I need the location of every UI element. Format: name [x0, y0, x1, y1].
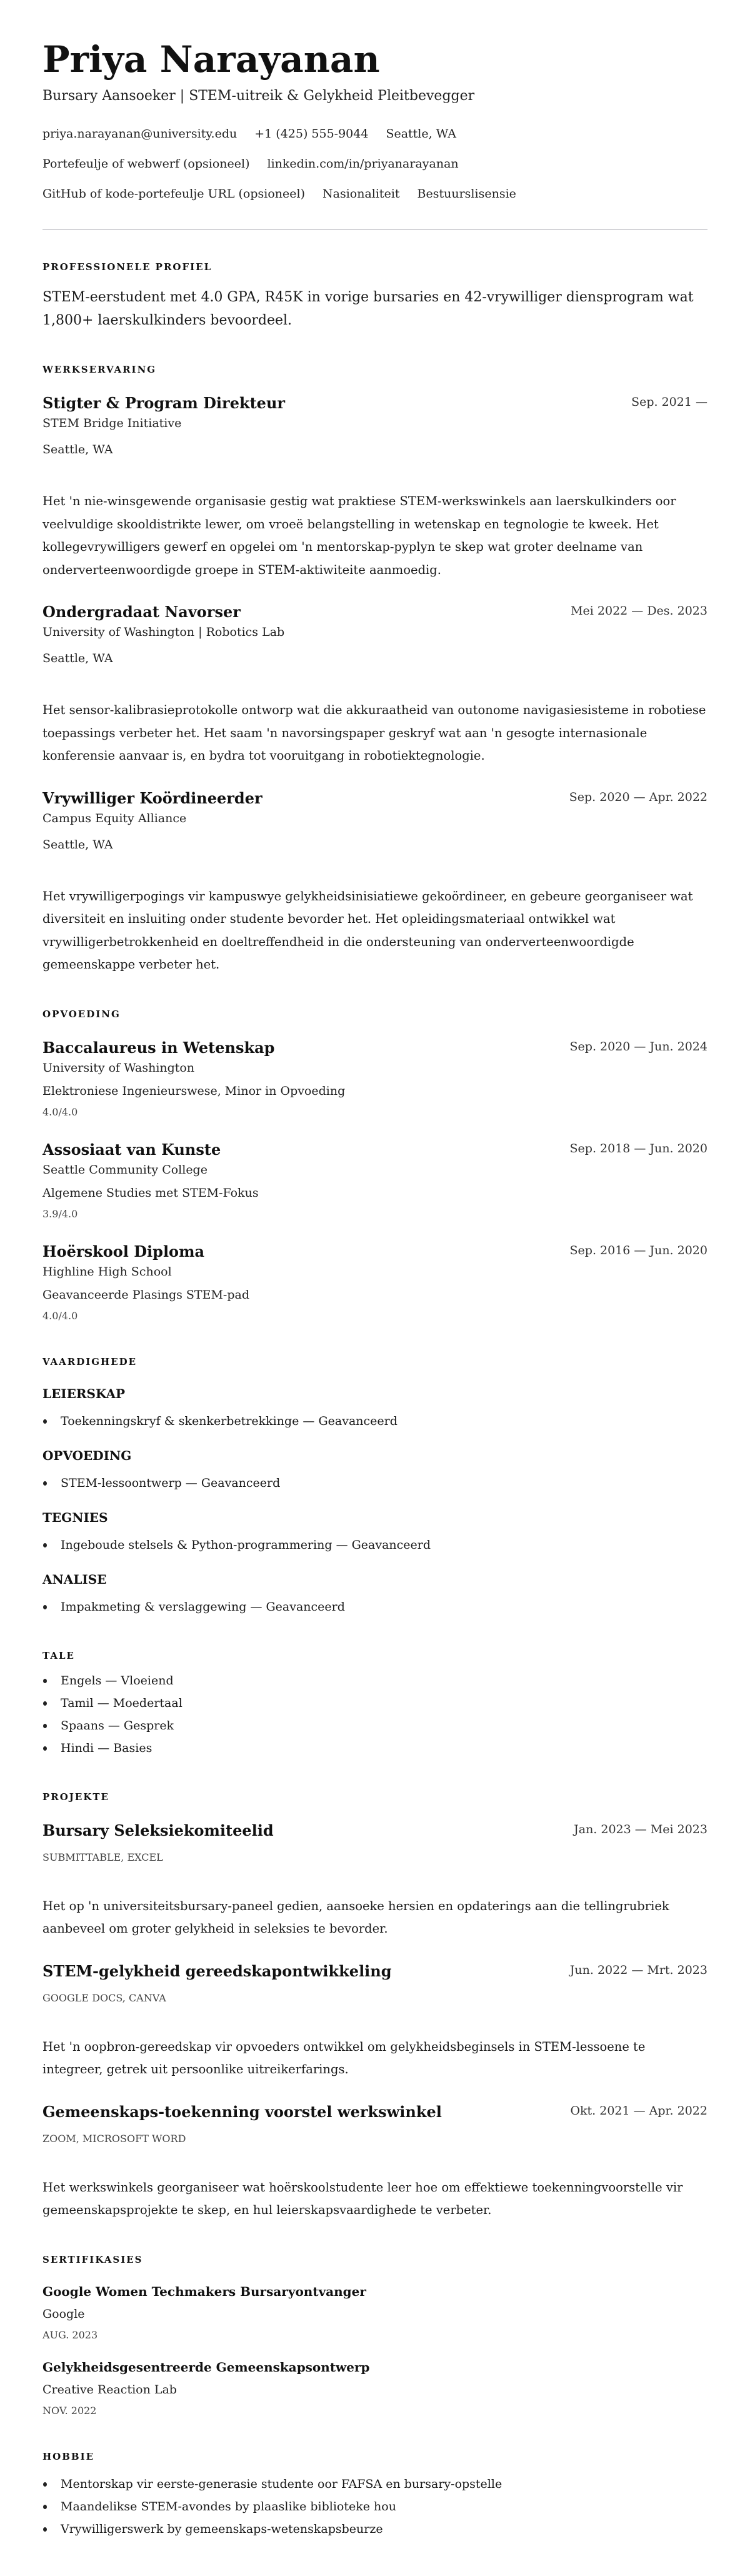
skill-list	[42, 1472, 708, 1494]
gpa: 3.9/4.0	[42, 1207, 78, 1220]
certification-title: Google Women Techmakers Bursaryontvanger	[42, 2283, 366, 2299]
degree: Assosiaat van Kunste	[42, 1140, 221, 1159]
skill-list	[42, 1534, 708, 1556]
bullet-icon	[43, 1419, 47, 1424]
bullet-icon	[43, 1724, 47, 1728]
education-dates: Sep. 2018 — Jun. 2020	[569, 1141, 708, 1155]
section-heading: SERTIFIKASIES	[42, 2253, 143, 2265]
project-entry	[42, 2103, 708, 2222]
contact-row	[42, 154, 708, 174]
gpa: 4.0/4.0	[42, 1105, 78, 1118]
project-dates: Jun. 2022 — Mrt. 2023	[569, 1963, 708, 1977]
skill-item	[42, 1534, 708, 1556]
language-item	[42, 1669, 708, 1692]
skill-text: STEM-lessoontwerp — Geavanceerd	[61, 1476, 281, 1490]
location: Seattle, WA	[386, 127, 457, 141]
header-divider	[42, 229, 708, 230]
job-dates: Mei 2022 — Des. 2023	[571, 604, 708, 618]
certification-issuer: Creative Reaction Lab	[42, 2382, 177, 2397]
section-heading: OPVOEDING	[42, 1008, 121, 1020]
hobby-item	[42, 2473, 708, 2495]
job-description: Het 'n nie-winsgewende organisasie gestig wat praktiese STEM-werkswinkels aan laerskulkinders oor veelvuldige skooldistrikte lewer, om vroeë belangstelling in wetenskap en tegnologie te kweek. Het kollegevrywilligers gewerf en opgelei om 'n mentorskap-pyplyn te skep wat groter deelname van onderverteenwoordigde groepe in STEM-aktiwiteite aanmoedig.	[42, 494, 676, 577]
nationality: Nasionaliteit	[322, 187, 400, 201]
github-link[interactable]: GitHub of kode-portefeulje URL (opsioneel)	[42, 187, 305, 201]
portfolio-link[interactable]: Portefeulje of webwerf (opsioneel)	[42, 157, 250, 171]
profile-section	[42, 261, 708, 332]
language-text: Spaans — Gesprek	[61, 1718, 174, 1733]
project-entry	[42, 1821, 708, 1941]
job-location: Seattle, WA	[42, 652, 113, 665]
certification-date: AUG. 2023	[42, 2328, 98, 2341]
bullet-icon	[43, 2482, 47, 2487]
hobby-text: Vrywilligerswerk by gemeenskaps-wetenskapsbeurze	[61, 2522, 383, 2536]
hobby-item	[42, 2495, 708, 2518]
skill-group-title: ANALISE	[42, 1571, 107, 1587]
projects-section	[42, 1791, 708, 2222]
bullet-icon	[43, 1543, 47, 1547]
experience-entry	[42, 603, 708, 768]
project-tools: GOOGLE DOCS, CANVA	[42, 1991, 166, 2004]
project-title: Bursary Seleksiekomiteelid	[42, 1821, 274, 1839]
project-dates: Okt. 2021 — Apr. 2022	[570, 2103, 708, 2118]
education-entry	[42, 1242, 708, 1324]
linkedin-link[interactable]: linkedin.com/in/priyanarayanan	[267, 157, 459, 171]
skill-group-title: LEIERSKAP	[42, 1386, 126, 1401]
job-dates: Sep. 2021 —	[631, 395, 708, 409]
certification-date: NOV. 2022	[42, 2404, 97, 2417]
bullet-icon	[43, 1701, 47, 1706]
profile-summary: STEM-eerstudent met 4.0 GPA, R45K in vorige bursaries en 42-vrywilliger diensprogram wat 1,800+ laerskulkinders bevoordeel.	[42, 289, 694, 328]
skill-text: Impakmeting & verslaggewing — Geavanceerd	[61, 1599, 345, 1614]
school: Highline High School	[42, 1264, 172, 1279]
bullet-icon	[43, 2527, 47, 2532]
hobby-list	[42, 2473, 708, 2540]
skill-item	[42, 1472, 708, 1494]
employer: University of Washington | Robotics Lab	[42, 625, 285, 639]
section-heading: VAARDIGHEDE	[42, 1356, 138, 1367]
job-location: Seattle, WA	[42, 837, 113, 852]
bullet-icon	[43, 1605, 47, 1609]
bullet-icon	[43, 1746, 47, 1751]
education-entry	[42, 1140, 708, 1222]
bullet-icon	[43, 2505, 47, 2509]
skill-group-title: TEGNIES	[42, 1509, 108, 1525]
certification-entry	[42, 2283, 708, 2343]
school: Seattle Community College	[42, 1162, 208, 1177]
certifications-section	[42, 2253, 708, 2419]
degree: Hoërskool Diploma	[42, 1242, 205, 1260]
section-heading: HOBBIE	[42, 2450, 95, 2462]
contact-row	[42, 184, 708, 204]
hobbies-section	[42, 2450, 708, 2540]
language-item	[42, 1737, 708, 1759]
language-text: Engels — Vloeiend	[61, 1673, 174, 1688]
language-text: Tamil — Moedertaal	[61, 1696, 182, 1710]
education-entry	[42, 1039, 708, 1120]
field-of-study: Geavanceerde Plasings STEM-pad	[42, 1287, 249, 1302]
job-title: Stigter & Program Direkteur	[42, 394, 286, 412]
project-dates: Jan. 2023 — Mei 2023	[574, 1822, 708, 1836]
skill-list	[42, 1410, 708, 1432]
hobby-text: Maandelikse STEM-avondes by plaaslike biblioteke hou	[61, 2499, 396, 2513]
section-heading: PROJEKTE	[42, 1791, 109, 1803]
project-title: STEM-gelykheid gereedskapontwikkeling	[42, 1961, 392, 1980]
resume-header	[42, 38, 708, 204]
project-tools: ZOOM, MICROSOFT WORD	[42, 2132, 186, 2145]
field-of-study: Elektroniese Ingenieurswese, Minor in Opvoeding	[42, 1084, 346, 1098]
certification-entry	[42, 2358, 708, 2419]
job-description: Het sensor-kalibrasieprotokolle ontworp wat die akkuraatheid van outonome navigasiesisteme in robotiese toepassings verbeter het. Het saam 'n navorsingspaper geskryf wat aan 'n gesogte internasionale konferensie aanvaar is, en bydra tot vooruitgang in robotiektegnologie.	[42, 703, 706, 763]
school: University of Washington	[42, 1060, 195, 1075]
project-tools: SUBMITTABLE, EXCEL	[42, 1851, 163, 1863]
education-dates: Sep. 2016 — Jun. 2020	[569, 1243, 708, 1257]
hobby-text: Mentorskap vir eerste-generasie studente oor FAFSA en bursary-opstelle	[61, 2477, 502, 2491]
skill-group-title: OPVOEDING	[42, 1447, 132, 1463]
skill-item	[42, 1596, 708, 1618]
job-location: Seattle, WA	[42, 443, 113, 456]
project-description: Het op 'n universiteitsbursary-paneel gedien, aansoeke hersien en opdaterings aan die tellingrubriek aanbeveel om groter gelykheid in seleksies te bevorder.	[42, 1898, 669, 1936]
skill-text: Toekenningskryf & skenkerbetrekkinge — Geavanceerd	[61, 1414, 398, 1428]
experience-section	[42, 363, 708, 977]
hobby-item	[42, 2518, 708, 2540]
job-description: Het vrywilligerpogings vir kampuswye gelykheidsinisiatiewe gekoördineer, en gebeure georganiseer wat diversiteit en insluiting onder studente bevorder het. Het opleidingsmateriaal ontwikkel wat vrywilligerbetrokkenheid en doeltreffendheid in die ondersteuning van onderverteenwoordigde gemeenskappe verbeter het.	[42, 888, 693, 972]
drivers-license: Bestuurslisensie	[417, 187, 516, 201]
contact-row	[42, 124, 708, 144]
languages-section	[42, 1649, 708, 1759]
section-heading: PROFESSIONELE PROFIEL	[42, 261, 212, 273]
education-dates: Sep. 2020 — Jun. 2024	[569, 1039, 708, 1054]
skill-item	[42, 1410, 708, 1432]
language-list	[42, 1669, 708, 1759]
experience-entry	[42, 789, 708, 977]
certification-title: Gelykheidsgesentreerde Gemeenskapsontwerp	[42, 2359, 370, 2375]
section-heading: TALE	[42, 1649, 75, 1661]
field-of-study: Algemene Studies met STEM-Fokus	[42, 1185, 259, 1200]
certification-issuer: Google	[42, 2307, 85, 2321]
language-item	[42, 1692, 708, 1714]
skill-text: Ingeboude stelsels & Python-programmering — Geavanceerd	[61, 1537, 431, 1552]
skill-list	[42, 1596, 708, 1618]
project-entry	[42, 1962, 708, 2081]
section-heading: WERKSERVARING	[42, 364, 157, 375]
phone-number: +1 (425) 555-9044	[254, 127, 369, 141]
education-section	[42, 1008, 708, 1324]
degree: Baccalaureus in Wetenskap	[42, 1038, 275, 1057]
skills-section	[42, 1356, 708, 1618]
project-description: Het werkswinkels georganiseer wat hoërskoolstudente leer hoe om effektiewe toekenningvoorstelle vir gemeenskapsprojekte te skep, en hul leierskapsvaardighede te verbeter.	[42, 2180, 683, 2217]
job-title: Vrywilliger Koördineerder	[42, 788, 262, 807]
employer: STEM Bridge Initiative	[42, 416, 182, 430]
project-title: Gemeenskaps-toekenning voorstel werkswinkel	[42, 2102, 442, 2121]
email-link[interactable]: priya.narayanan@university.edu	[42, 127, 238, 141]
gpa: 4.0/4.0	[42, 1309, 78, 1322]
employer: Campus Equity Alliance	[42, 811, 187, 825]
project-description: Het 'n oopbron-gereedskap vir opvoeders ontwikkel om gelykheidsbeginsels in STEM-lessoene te integreer, getrek uit persoonlike uitreikerfarings.	[42, 2039, 646, 2076]
bullet-icon	[43, 1679, 47, 1683]
language-item	[42, 1714, 708, 1737]
language-text: Hindi — Basies	[61, 1741, 152, 1755]
job-title: Ondergradaat Navorser	[42, 603, 241, 621]
candidate-headline: Bursary Aansoeker | STEM-uitreik & Gelykheid Pleitbevegger	[42, 88, 475, 104]
candidate-name: Priya Narayanan	[42, 38, 380, 81]
job-dates: Sep. 2020 — Apr. 2022	[569, 790, 708, 804]
bullet-icon	[43, 1481, 47, 1486]
experience-entry	[42, 394, 708, 581]
